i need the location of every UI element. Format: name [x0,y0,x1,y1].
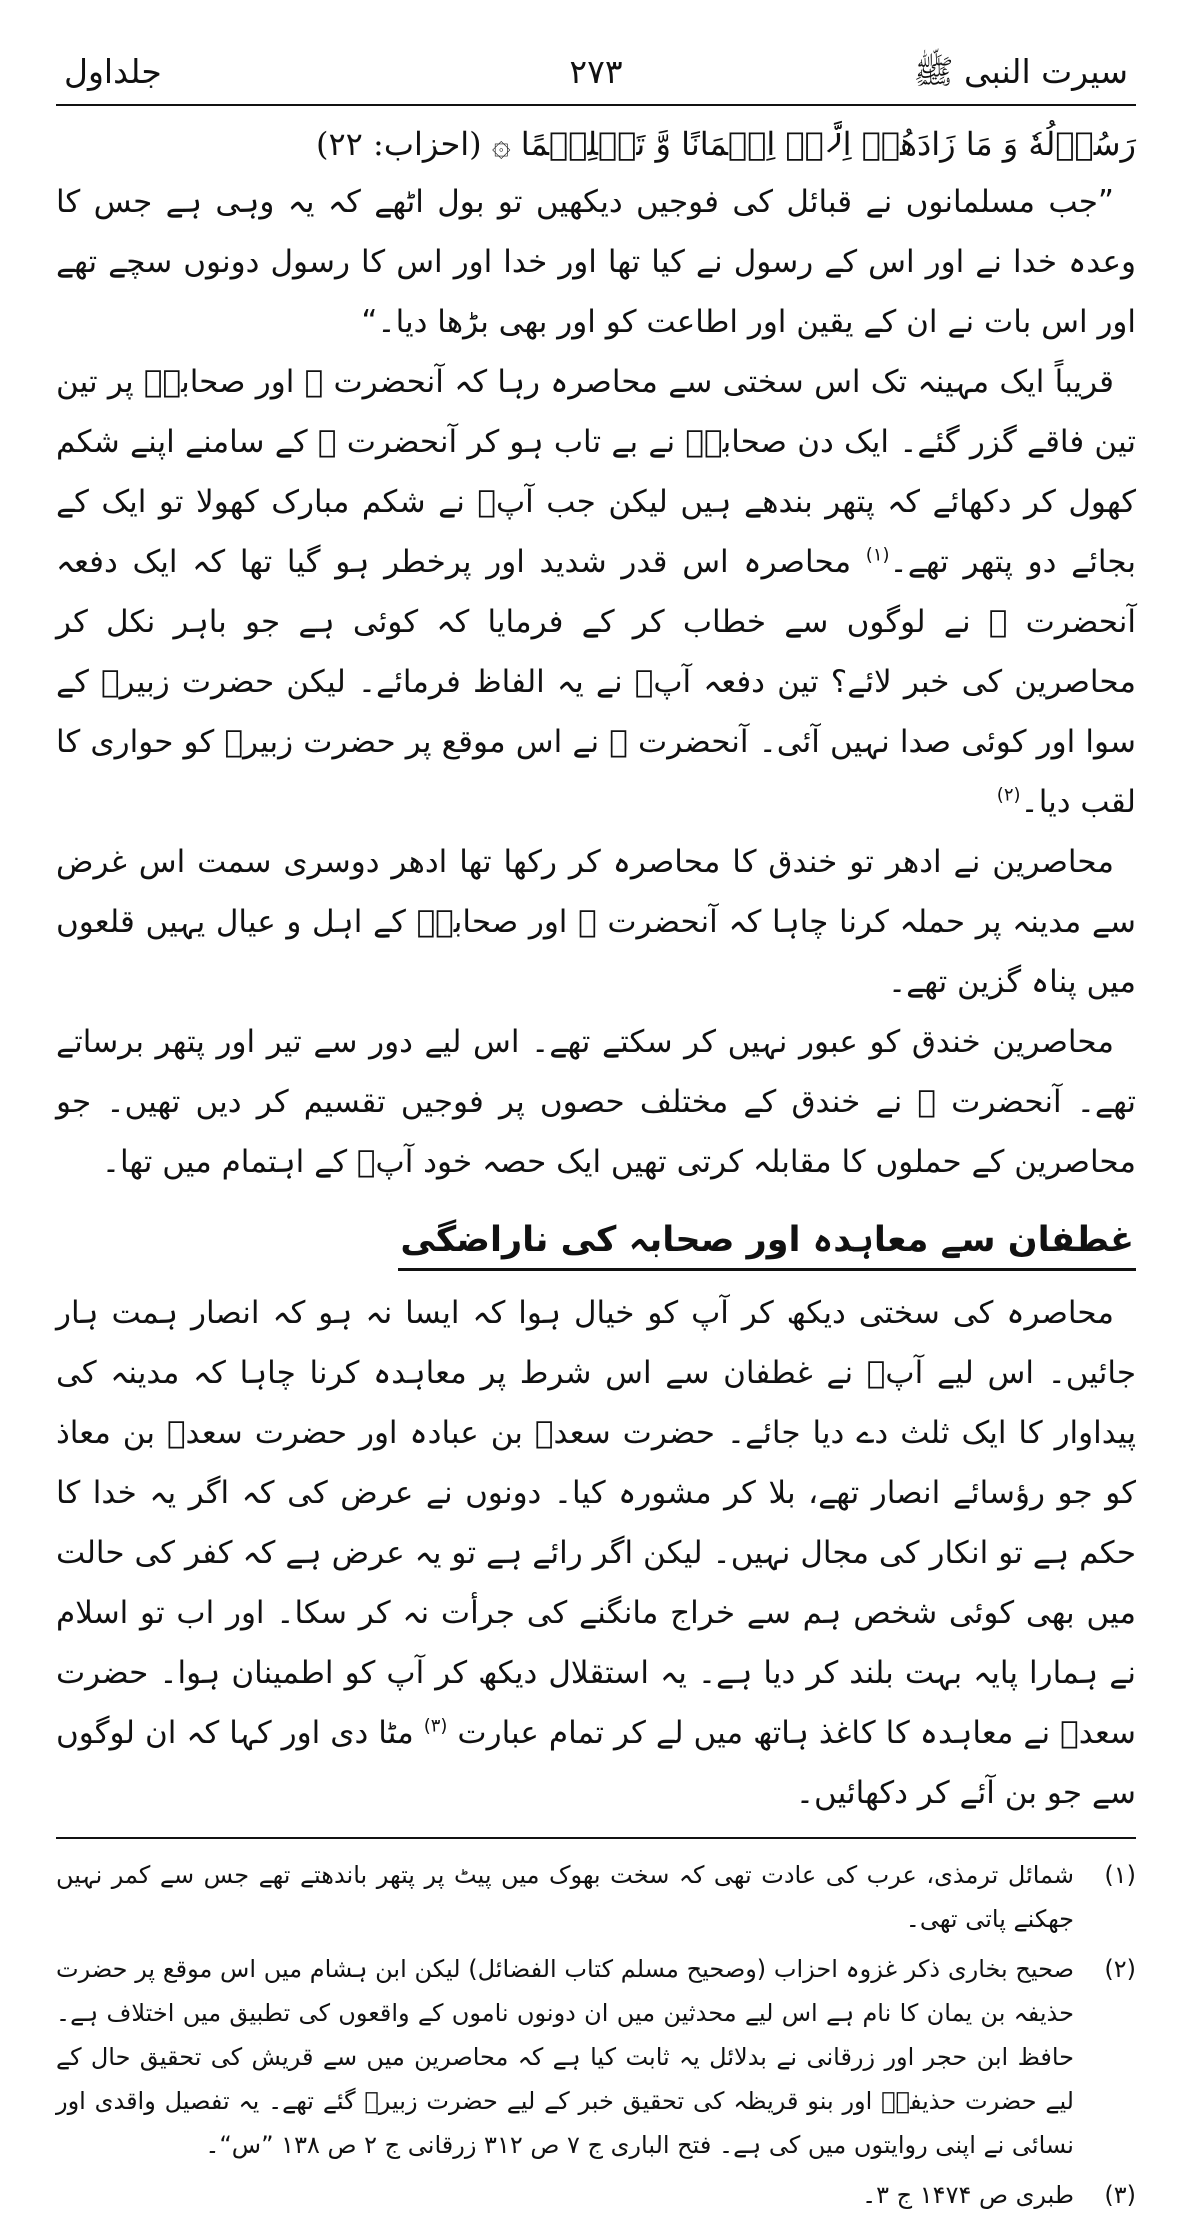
quran-verse [56,116,1136,172]
paragraph [56,1283,1136,1823]
page-header [56,42,1136,106]
paragraph-text: محاصرہ کی سختی دیکھ کر آپ کو خیال ہوا کہ ایسا نہ ہو کہ انصار ہمت ہار جائیں۔ اس لیے آپؐ نے غطفان سے اس شرط پر معاہدہ کرنا چاہا کہ مدینہ کی پیداوار کا ایک ثلث دے دیا جائے۔ حضرت سعدؓ بن عبادہ اور حضرت سعدؓ بن معاذ کو جو رؤسائے انصار تھے، بلا کر مشورہ کیا۔ دونوں نے عرض کی کہ اگر یہ خدا کا حکم ہے تو انکار کی مجال نہیں۔ لیکن اگر رائے ہے تو یہ عرض ہے کہ کفر کی حالت میں بھی کوئی شخص ہم سے خراج مانگنے کی جرأت نہ کر سکا۔ اور اب تو اسلام نے ہمارا پایہ بہت بلند کر دیا ہے۔ یہ استقلال دیکھ کر آپ کو اطمینان ہوا۔ حضرت سعدؓ نے معاہدہ کا کاغذ ہاتھ میں لے کر تمام عبارت [56,1295,1136,1751]
paragraph-text: قریباً ایک مہینہ تک اس سختی سے محاصرہ رہا کہ آنحضرت ﷺ اور صحابہؓ پر تین تین فاقے گزر گئے۔ ایک دن صحابہؓ نے بے تاب ہو کر آنحضرت ﷺ کے سامنے اپنے شکم کھول کر دکھائے کہ پتھر بندھے ہیں لیکن جب آپؐ نے شکم مبارک کھولا تو ایک کے بجائے دو پتھر تھے۔ [56,364,1136,580]
volume-label: جلداول [64,52,162,91]
paragraph-text: مٹا دی اور کہا کہ ان لوگوں سے جو بن آئے کر دکھائیں۔ [56,1715,1136,1811]
paragraph: محاصرین خندق کو عبور نہیں کر سکتے تھے۔ اس لیے دور سے تیر اور پتھر برساتے تھے۔ آنحضرت ﷺ نے خندق کے مختلف حصوں پر فوجیں تقسیم کر دیں تھیں۔ جو محاصرین کے حملوں کا مقابلہ کرتی تھیں ایک حصہ خود آپؐ کے اہتمام میں تھا۔ [56,1024,1136,1180]
footnote-marker: (۲) [996,784,1021,806]
footnote-text: صحیح بخاری ذکر غزوہ احزاب (وصحیح مسلم کتاب الفضائل) لیکن ابن ہشام میں اس موقع پر حضرت حذیفہ بن یمان کا نام ہے اس لیے محدثین میں ان دونوں ناموں کے واقعوں کی تطبیق میں اختلاف ہے۔ حافظ ابن حجر اور زرقانی نے بدلائل یہ ثابت کیا ہے کہ محاصرین میں سے قریش کی تحقیق حال کے لیے حضرت حذیفہؓ اور بنو قریظہ کی تحقیق خبر کے لیے حضرت زبیرؓ گئے تھے۔ یہ تفصیل واقدی اور نسائی نے اپنی روایتوں میں کی ہے۔ فتح الباری ج ۷ ص ۳۱۲ زرقانی ج ۲ ص ۱۳۸ ”س“۔ [56,1955,1074,2159]
footnote-marker: (۳) [423,1715,448,1737]
footnotes [56,1853,1136,2217]
footnote [56,1853,1136,1941]
book-title: سیرت النبی ﷺ [913,52,1128,91]
footnote-number: (۳) [1104,2181,1136,2209]
paragraph: ”جب مسلمانوں نے قبائل کی فوجیں دیکھیں تو بول اٹھے کہ یہ وہی ہے جس کا وعدہ خدا نے اور اس کے رسول نے کیا تھا اور خدا اور اس کا رسول دونوں سچے تھے اور اس بات نے ان کے یقین اور اطاعت کو اور بھی بڑھا دیا۔“ [56,184,1136,340]
footnote [56,1947,1136,2167]
main-text [56,116,1136,1823]
paragraph: محاصرین نے ادھر تو خندق کا محاصرہ کر رکھا تھا ادھر دوسری سمت اس غرض سے مدینہ پر حملہ کرنا چاہا کہ آنحضرت ﷺ اور صحابہؓ کے اہل و عیال یہیں قلعوں میں پناہ گزین تھے۔ [56,844,1136,1000]
footnote-text: طبری ص ۱۴۷۴ ج ۳۔ [862,2181,1074,2209]
footnote-number: (۱) [1104,1861,1136,1889]
footnote-divider [56,1837,1136,1839]
footnote [56,2173,1136,2217]
paragraph-text: محاصرہ اس قدر شدید اور پرخطر ہو گیا تھا کہ ایک دفعہ آنحضرت ﷺ نے لوگوں سے خطاب کر کے فرمایا کہ کوئی ہے جو باہر نکل کر محاصرین کی خبر لائے؟ تین دفعہ آپؐ نے یہ الفاظ فرمائے۔ لیکن حضرت زبیرؓ کے سوا اور کوئی صدا نہیں آئی۔ آنحضرت ﷺ نے اس موقع پر حضرت زبیرؓ کو حواری کا لقب دیا۔ [56,544,1136,820]
section-heading: غطفان سے معاہدہ اور صحابہ کی ناراضگی [398,1220,1136,1271]
verse-text: رَسُوۡلُهٗ وَ مَا زَادَهُمۡ اِلَّاۤ اِیۡمَانًا وَّ تَسۡلِیۡمًا ۞ [491,125,1136,163]
page-number: ۲۷۳ [569,52,623,91]
footnote-text: شمائل ترمذی، عرب کی عادت تھی کہ سخت بھوک میں پیٹ پر پتھر باندھتے تھے جس سے کمر نہیں جھکنے پاتی تھی۔ [56,1861,1074,1933]
footnote-number: (۲) [1104,1955,1136,1983]
verse-reference: (احزاب: ۲۲) [316,125,482,163]
section-heading-row [56,1220,1136,1271]
footnote-marker: (۱) [865,544,890,566]
paragraph [56,352,1136,832]
